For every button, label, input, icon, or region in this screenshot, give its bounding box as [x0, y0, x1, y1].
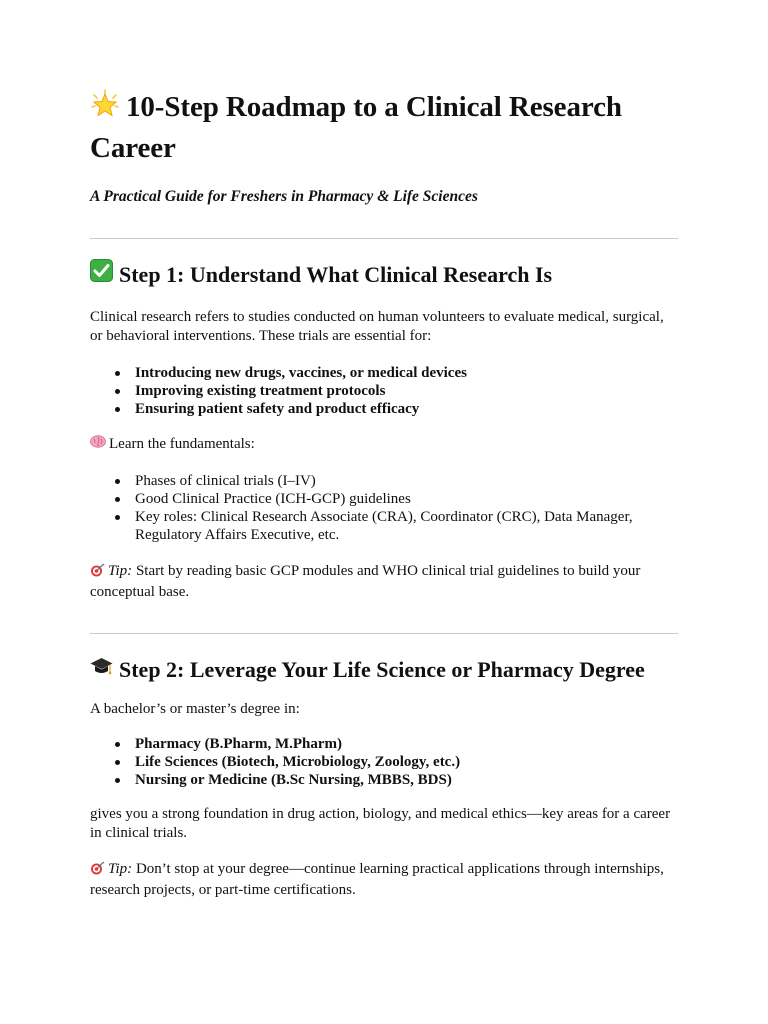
- tip-label: Tip:: [108, 861, 133, 878]
- page-subtitle: A Practical Guide for Freshers in Pharmacy & Life Sciences: [90, 188, 478, 206]
- list-item: Pharmacy (B.Pharm, M.Pharm): [135, 735, 678, 753]
- tip-text: Don’t stop at your degree—continue learning practical applications through internships, research projects, or part-time certifications.: [90, 861, 664, 899]
- star-icon: [90, 89, 120, 129]
- step-2-tip: [90, 860, 678, 900]
- graduation-cap-icon: [90, 655, 113, 685]
- section-divider: [90, 238, 678, 239]
- learn-fundamentals-label: Learn the fundamentals:: [109, 436, 255, 453]
- list-item: Improving existing treatment protocols: [135, 382, 678, 400]
- step-2-intro: A bachelor’s or master’s degree in:: [90, 701, 300, 718]
- list-item: Nursing or Medicine (B.Sc Nursing, MBBS, BDS): [135, 771, 678, 789]
- tip-label: Tip:: [108, 563, 133, 580]
- step-1-section: [90, 259, 678, 602]
- step-2-heading: [90, 655, 678, 685]
- list-item: Ensuring patient safety and product efficacy: [135, 400, 678, 418]
- step-1-tip: [90, 562, 678, 602]
- page-title: [90, 88, 678, 167]
- essentials-list: [90, 364, 678, 418]
- target-icon: [90, 563, 105, 583]
- step-1-intro: Clinical research refers to studies conducted on human volunteers to evaluate medical, surgical, or behavioral interventions. These trials are essential for:: [90, 309, 664, 345]
- step-2-heading-text: Step 2: Leverage Your Life Science or Pharmacy Degree: [119, 657, 645, 683]
- step-1-heading: [90, 259, 678, 290]
- list-item: Key roles: Clinical Research Associate (CRA), Coordinator (CRC), Data Manager, Regulatory Affairs Executive, etc.: [135, 508, 678, 544]
- list-item: Phases of clinical trials (I–IV): [135, 472, 678, 490]
- step-2-outro: gives you a strong foundation in drug action, biology, and medical ethics—key areas for a career in clinical trials.: [90, 806, 671, 842]
- section-divider: [90, 633, 678, 634]
- learn-fundamentals-line: [90, 435, 678, 454]
- list-item: Good Clinical Practice (ICH-GCP) guidelines: [135, 490, 678, 508]
- step-1-heading-text: Step 1: Understand What Clinical Research Is: [119, 261, 553, 287]
- check-mark-icon: [90, 259, 113, 290]
- step-2-section: [90, 655, 678, 900]
- tip-text: Start by reading basic GCP modules and WHO clinical trial guidelines to build your conceptual base.: [90, 563, 641, 601]
- list-item: Introducing new drugs, vaccines, or medical devices: [135, 364, 678, 382]
- target-icon: [90, 861, 105, 881]
- degrees-list: [90, 735, 678, 789]
- list-item: Life Sciences (Biotech, Microbiology, Zoology, etc.): [135, 753, 678, 771]
- fundamentals-list: [90, 472, 678, 544]
- brain-icon: [90, 435, 106, 454]
- page-title-text: 10-Step Roadmap to a Clinical Research Career: [90, 91, 622, 165]
